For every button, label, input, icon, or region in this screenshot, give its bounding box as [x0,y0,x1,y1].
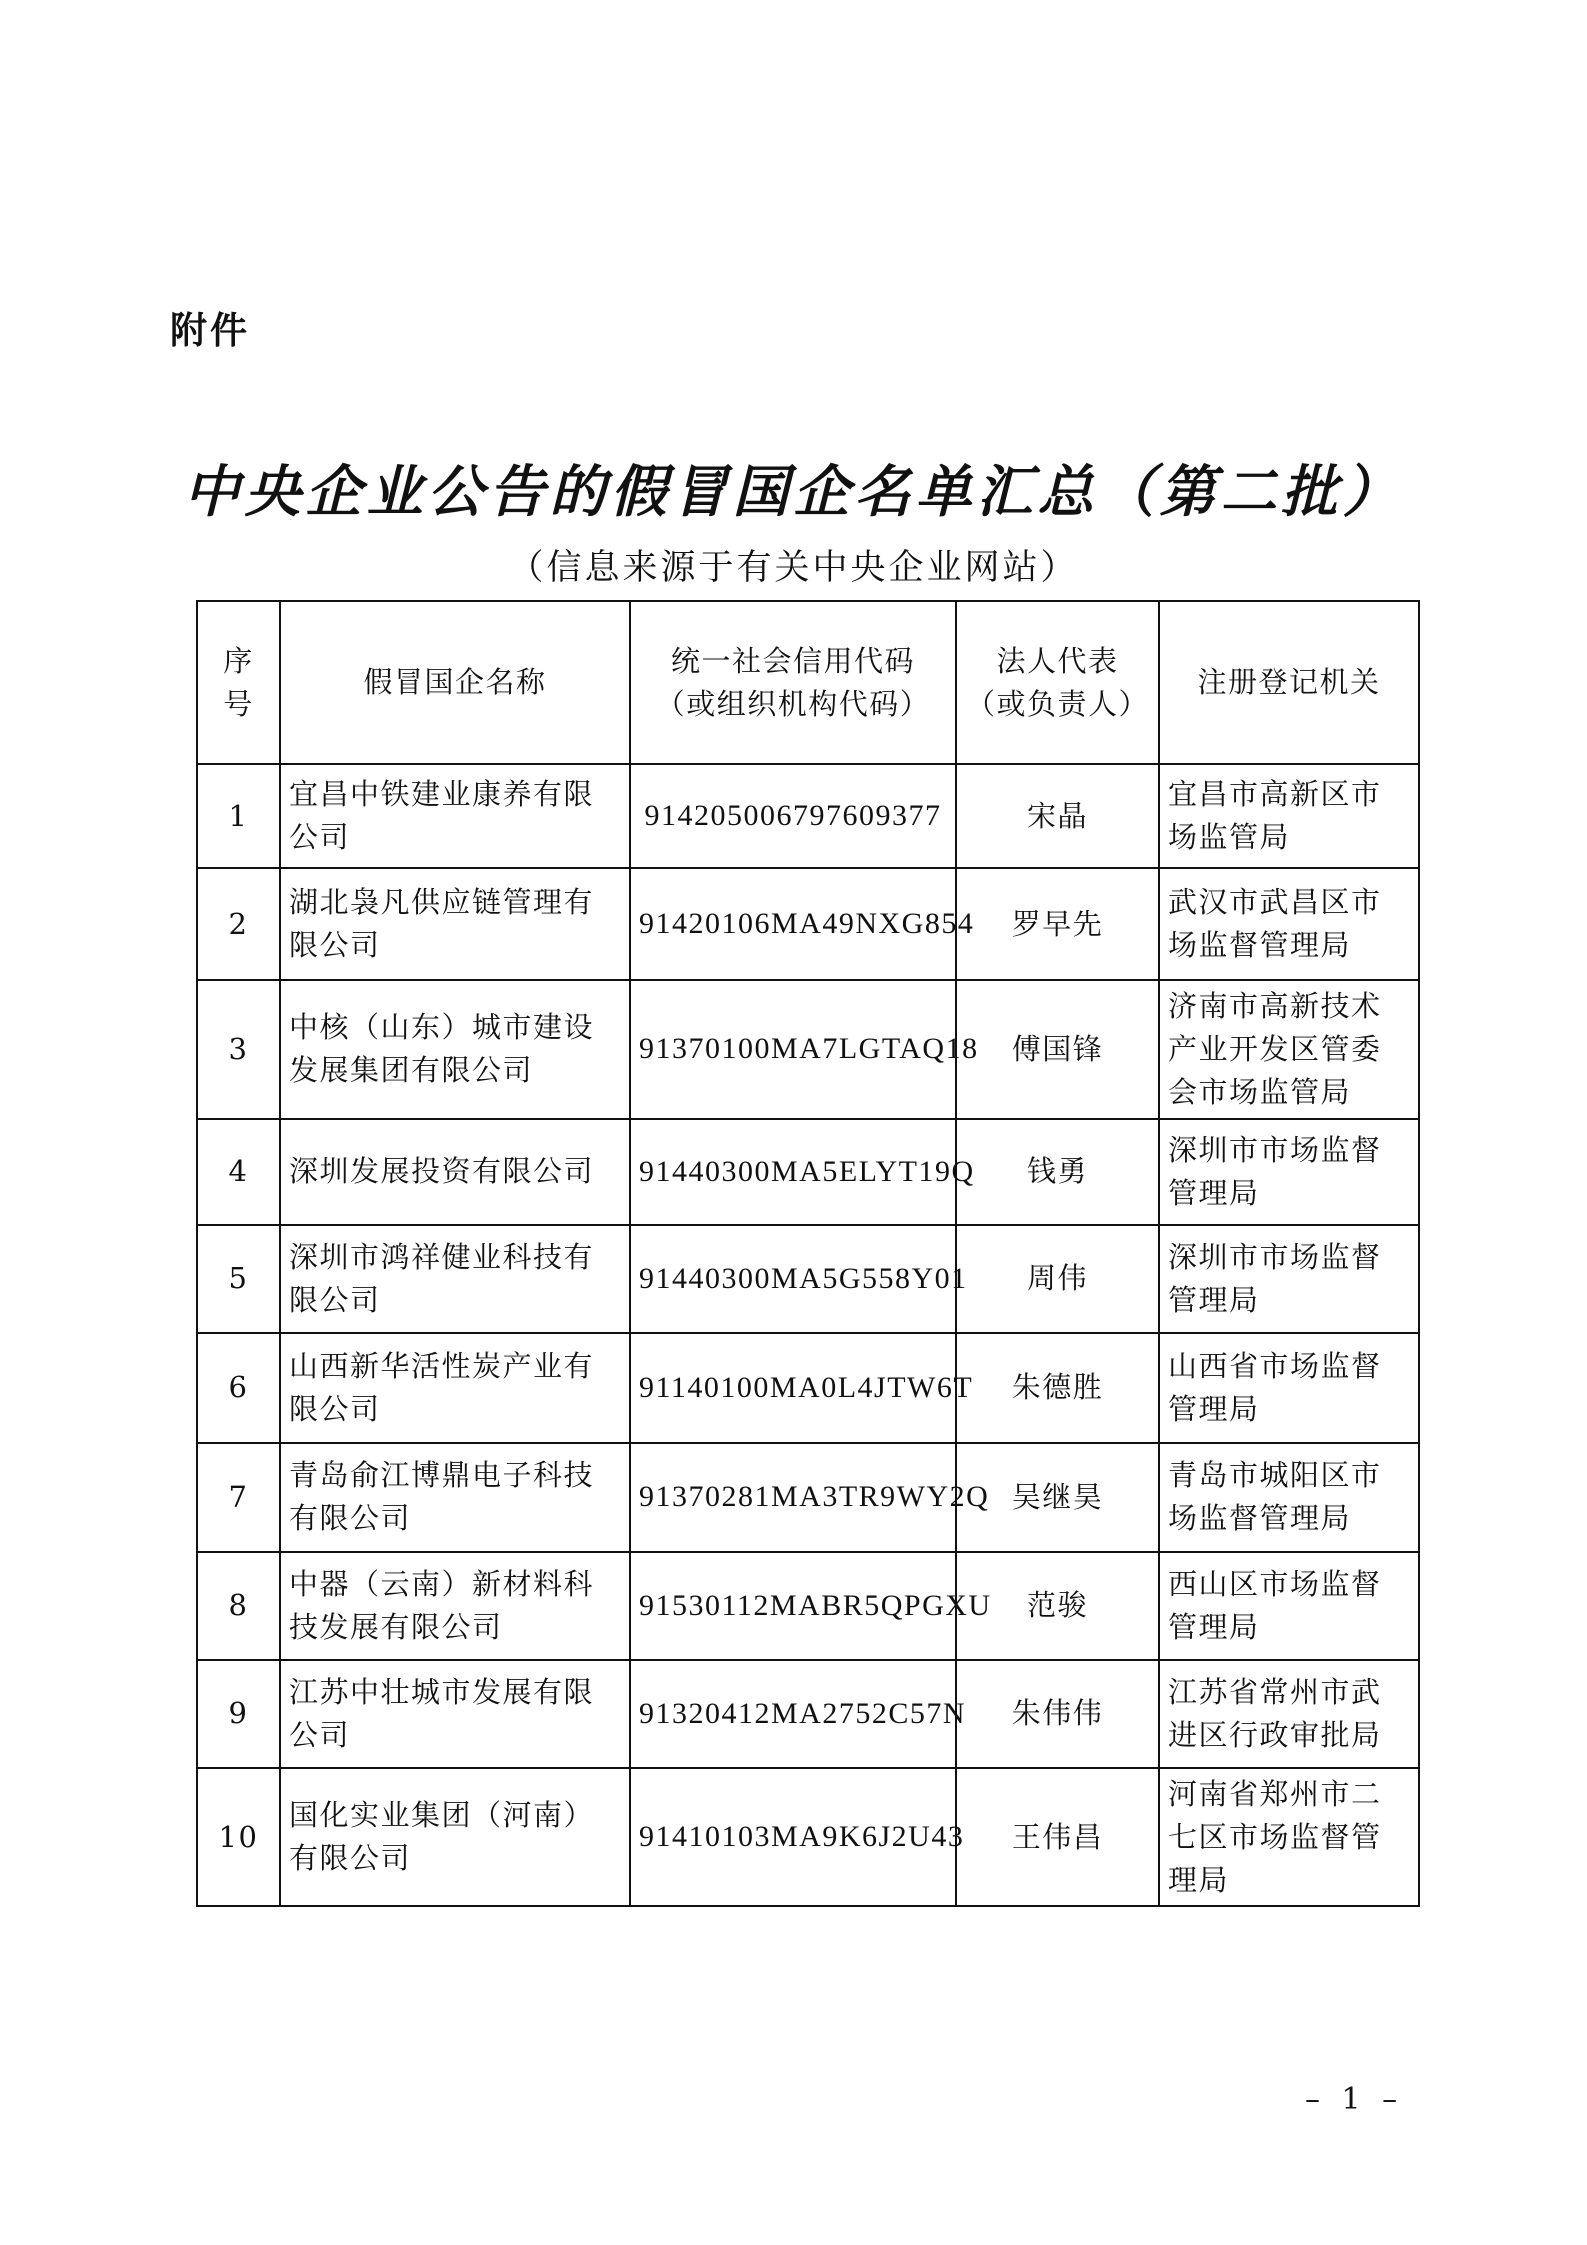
cell-company-name: 深圳市鸿祥健业科技有限公司 [280,1225,630,1333]
cell-registration-authority: 深圳市市场监督管理局 [1159,1119,1419,1225]
cell-no: 2 [197,868,280,980]
cell-registration-authority: 武汉市武昌区市场监督管理局 [1159,868,1419,980]
cell-company-name: 山西新华活性炭产业有限公司 [280,1333,630,1443]
cell-credit-code: 91420106MA49NXG854 [630,868,956,980]
cell-registration-authority: 青岛市城阳区市场监督管理局 [1159,1443,1419,1552]
cell-credit-code: 91140100MA0L4JTW6T [630,1333,956,1443]
cell-registration-authority: 山西省市场监督管理局 [1159,1333,1419,1443]
table-row [197,764,1419,868]
header-rep-line2: （或负责人） [965,686,1149,721]
cell-credit-code: 91370100MA7LGTAQ18 [630,980,956,1119]
cell-company-name: 江苏中壮城市发展有限公司 [280,1660,630,1768]
cell-no: 9 [197,1660,280,1768]
cell-credit-code: 91440300MA5G558Y01 [630,1225,956,1333]
cell-legal-rep: 傅国锋 [956,980,1159,1119]
table-row [197,980,1419,1119]
cell-company-name: 中核（山东）城市建设发展集团有限公司 [280,980,630,1119]
header-no-line2: 号 [223,686,254,721]
cell-legal-rep: 钱勇 [956,1119,1159,1225]
cell-credit-code: 91370281MA3TR9WY2Q [630,1443,956,1552]
page-subtitle: （信息来源于有关中央企业网站） [508,548,1079,588]
header-rep-line1: 法人代表 [996,643,1119,678]
cell-registration-authority: 济南市高新技术产业开发区管委会市场监管局 [1159,980,1419,1119]
cell-legal-rep: 宋晶 [956,764,1159,868]
cell-registration-authority: 深圳市市场监督管理局 [1159,1225,1419,1333]
cell-legal-rep: 罗早先 [956,868,1159,980]
table-row [197,1660,1419,1768]
attachment-label: 附件 [170,309,250,352]
cell-registration-authority: 西山区市场监督管理局 [1159,1552,1419,1660]
cell-legal-rep: 朱德胜 [956,1333,1159,1443]
header-name: 假冒国企名称 [280,601,630,764]
cell-company-name: 青岛俞江博鼎电子科技有限公司 [280,1443,630,1552]
page-title: 中央企业公告的假冒国企名单汇总（第二批） [183,459,1404,525]
fake-soe-table [196,600,1420,1907]
cell-credit-code: 914205006797609377 [630,764,956,868]
cell-no: 6 [197,1333,280,1443]
table-row [197,868,1419,980]
cell-registration-authority: 江苏省常州市武进区行政审批局 [1159,1660,1419,1768]
cell-credit-code: 91410103MA9K6J2U43 [630,1768,956,1907]
cell-no: 5 [197,1225,280,1333]
header-rep [956,601,1159,764]
header-code-line2: （或组织机构代码） [655,686,931,721]
table-row [197,1333,1419,1443]
table-row [197,1225,1419,1333]
cell-company-name: 深圳发展投资有限公司 [280,1119,630,1225]
cell-credit-code: 91320412MA2752C57N [630,1660,956,1768]
cell-legal-rep: 朱伟伟 [956,1660,1159,1768]
table-row [197,1552,1419,1660]
header-code-line1: 统一社会信用代码 [670,643,915,678]
cell-no: 1 [197,764,280,868]
cell-no: 8 [197,1552,280,1660]
header-code [630,601,956,764]
cell-company-name: 湖北袅凡供应链管理有限公司 [280,868,630,980]
cell-no: 10 [197,1768,280,1907]
header-authority: 注册登记机关 [1159,601,1419,764]
table-row [197,1443,1419,1552]
table-header-row [197,601,1419,764]
cell-legal-rep: 范骏 [956,1552,1159,1660]
table-row [197,1119,1419,1225]
cell-registration-authority: 宜昌市高新区市场监管局 [1159,764,1419,868]
header-no-line1: 序 [223,643,254,678]
cell-no: 7 [197,1443,280,1552]
cell-legal-rep: 周伟 [956,1225,1159,1333]
cell-company-name: 国化实业集团（河南）有限公司 [280,1768,630,1907]
table-row [197,1768,1419,1907]
page-number: – 1 – [1305,2082,1404,2117]
header-no [197,601,280,764]
cell-credit-code: 91440300MA5ELYT19Q [630,1119,956,1225]
cell-credit-code: 91530112MABR5QPGXU [630,1552,956,1660]
cell-legal-rep: 吴继昊 [956,1443,1159,1552]
cell-no: 4 [197,1119,280,1225]
cell-company-name: 宜昌中铁建业康养有限公司 [280,764,630,868]
cell-no: 3 [197,980,280,1119]
cell-legal-rep: 王伟昌 [956,1768,1159,1907]
cell-registration-authority: 河南省郑州市二七区市场监督管理局 [1159,1768,1419,1907]
cell-company-name: 中器（云南）新材料科技发展有限公司 [280,1552,630,1660]
